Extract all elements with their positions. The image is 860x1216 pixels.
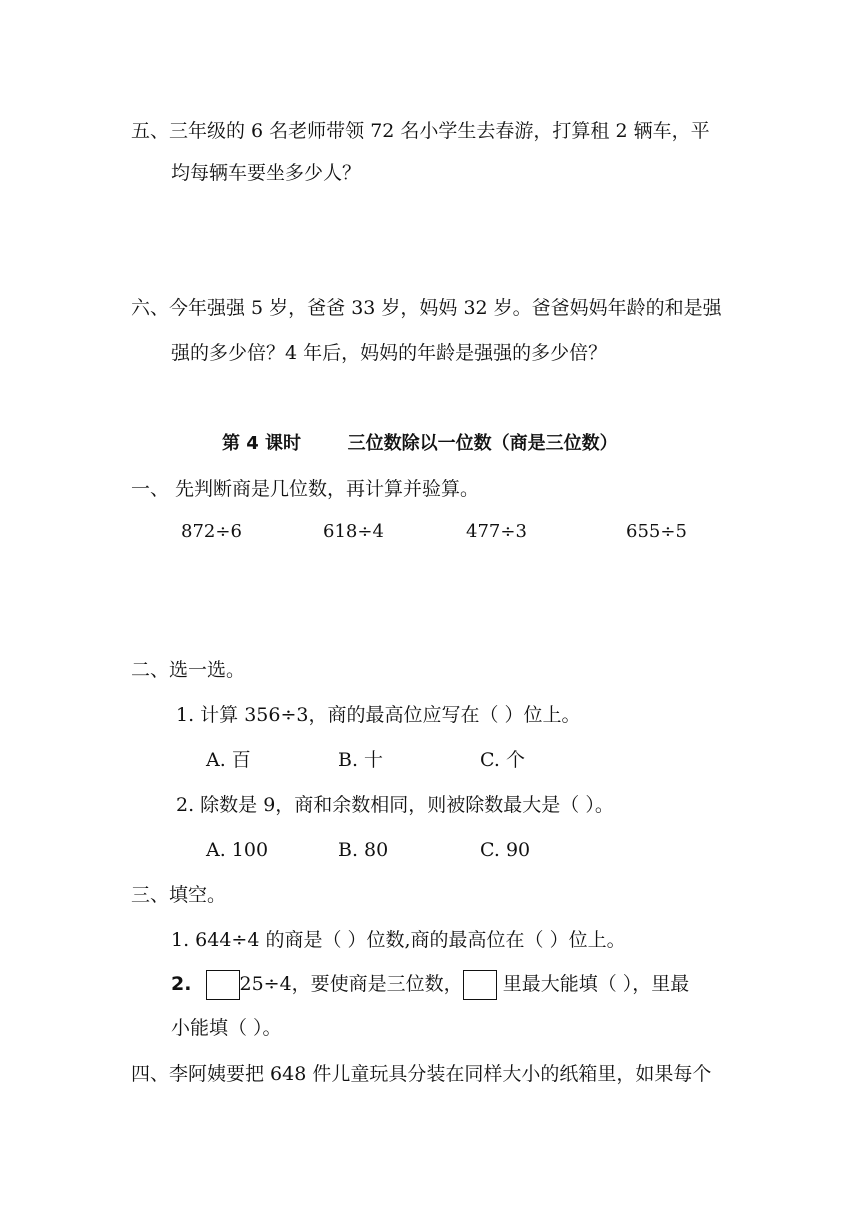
choice-question-1: 1. 计算 356÷3，商的最高位应写在（ ）位上。: [176, 704, 581, 726]
choice-2-option-b: B. 80: [338, 839, 389, 861]
part-1-heading: 一、 先判断商是几位数，再计算并验算。: [131, 478, 480, 500]
part-2-heading: 二、选一选。: [131, 659, 246, 681]
division-problem-3: 477÷3: [466, 521, 527, 542]
answer-box-1[interactable]: [206, 970, 240, 1000]
answer-box-2[interactable]: [463, 970, 497, 1000]
fill-question-2-number: 2.: [171, 973, 192, 995]
part-4-line-1: 四、李阿姨要把 648 件儿童玩具分装在同样大小的纸箱里，如果每个: [131, 1063, 712, 1085]
choice-1-option-c: C. 个: [480, 749, 525, 771]
lesson-label: 第 4 课时: [222, 433, 302, 454]
question-6-line-1: 六、今年强强 5 岁，爸爸 33 岁，妈妈 32 岁。爸爸妈妈年龄的和是强: [131, 297, 722, 319]
division-problem-1: 872÷6: [181, 521, 242, 542]
choice-2-option-a: A. 100: [206, 839, 269, 861]
choice-1-option-a: A. 百: [206, 749, 251, 771]
choice-1-option-b: B. 十: [338, 749, 384, 771]
fill-question-1: 1. 644÷4 的商是（ ）位数,商的最高位在（ ）位上。: [171, 929, 626, 951]
division-problem-4: 655÷5: [626, 521, 687, 542]
fill-question-2-line-2: 小能填（ ）。: [171, 1017, 282, 1039]
question-5-line-2: 均每辆车要坐多少人？: [171, 162, 362, 184]
fill-question-2-segment-1: 25÷4，要使商是三位数，: [239, 973, 463, 995]
lesson-topic: 三位数除以一位数（商是三位数）: [347, 433, 618, 454]
question-6-line-2: 强的多少倍？4 年后，妈妈的年龄是强强的多少倍？: [171, 342, 608, 364]
division-problem-2: 618÷4: [323, 521, 384, 542]
lesson-title: [222, 431, 618, 457]
choice-2-option-c: C. 90: [480, 839, 531, 861]
part-3-heading: 三、填空。: [131, 884, 227, 906]
question-5-line-1: 五、三年级的 6 名老师带领 72 名小学生去春游，打算租 2 辆车，平: [131, 120, 710, 142]
fill-question-2-segment-2: 里最大能填（ ），里最: [502, 973, 690, 995]
choice-question-2: 2. 除数是 9，商和余数相同，则被除数最大是（ ）。: [176, 794, 614, 816]
fill-question-2-line-1: [171, 970, 689, 1000]
